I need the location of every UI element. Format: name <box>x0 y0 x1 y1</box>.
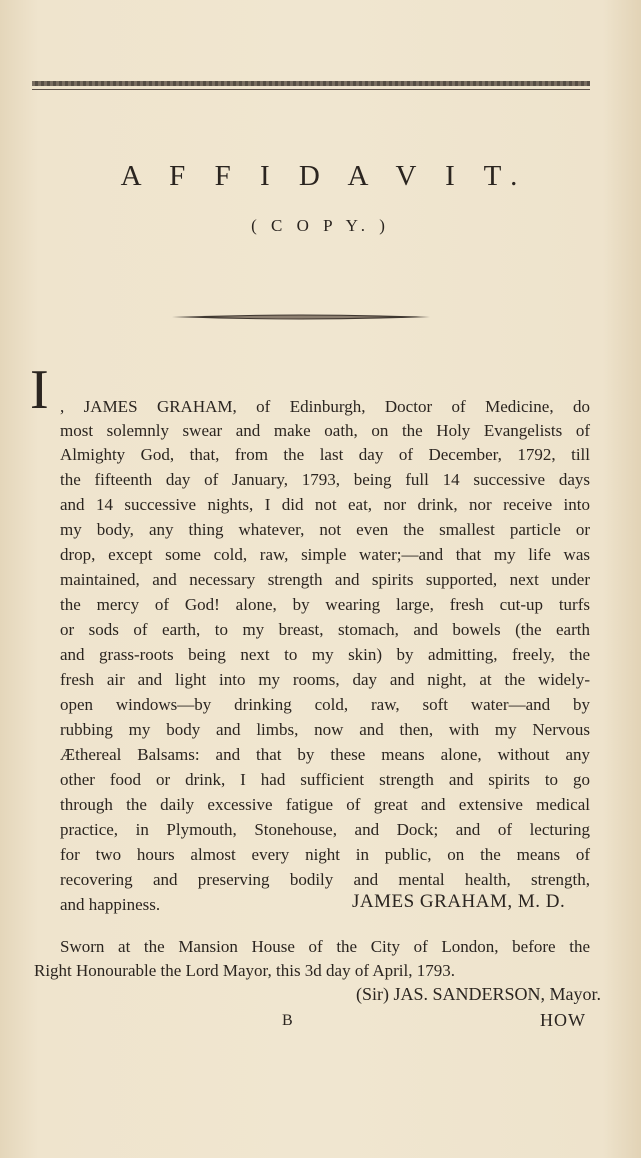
body-line: for two hours almost every night in public, on the means of <box>60 845 590 864</box>
body-line: or sods of earth, to my breast, stomach, and bowels (the earth <box>60 620 590 639</box>
body-line: rubbing my body and limbs, now and then, with my Nervous <box>60 720 590 739</box>
body-line: , JAMES GRAHAM, of Edinburgh, Doctor of Medicine, do <box>60 397 590 416</box>
affiant-signature: JAMES GRAHAM, M. D. <box>352 891 566 912</box>
body-line: most solemnly swear and make oath, on the Holy Evangelists of <box>60 421 590 440</box>
mayor-signature: (Sir) JAS. SANDERSON, Mayor. <box>356 984 602 1004</box>
body-line: through the daily excessive fatigue of great and extensive medical <box>60 795 590 814</box>
body-line: maintained, and necessary strength and spirits supported, next under <box>60 570 590 589</box>
body-line: Æthereal Balsams: and that by these means alone, without any <box>60 745 590 764</box>
body-line: fresh air and light into my rooms, day and night, at the widely- <box>60 670 590 689</box>
ornamental-headband <box>32 80 590 92</box>
catchword: HOW <box>540 1010 586 1030</box>
body-line: the mercy of God! alone, by wearing large, fresh cut-up turfs <box>60 595 590 614</box>
ornamental-divider <box>172 312 430 322</box>
body-line: open windows—by drinking cold, raw, soft water—and by <box>60 695 590 714</box>
body-line: the fifteenth day of January, 1793, being full 14 successive days <box>60 470 590 489</box>
body-line: recovering and preserving bodily and mental health, strength, <box>60 870 590 889</box>
body-line: Almighty God, that, from the last day of December, 1792, till <box>60 445 590 464</box>
jurat-line: Right Honourable the Lord Mayor, this 3d day of April, 1793. <box>34 961 455 980</box>
body-line: practice, in Plymouth, Stonehouse, and Dock; and of lecturing <box>60 820 590 839</box>
body-line: and grass-roots being next to my skin) by admitting, freely, the <box>60 645 590 664</box>
page-subtitle: ( C O P Y. ) <box>251 216 390 235</box>
page-title: A F F I D A V I T. <box>120 160 529 192</box>
body-line: and 14 successive nights, I did not eat, nor drink, nor receive into <box>60 495 590 514</box>
jurat-line: Sworn at the Mansion House of the City of London, before the <box>60 937 590 956</box>
body-line: drop, except some cold, raw, simple water;—and that my life was <box>60 545 590 564</box>
body-line: other food or drink, I had sufficient strength and spirits to go <box>60 770 590 789</box>
body-line: and happiness. <box>60 895 161 914</box>
body-line: my body, any thing whatever, not even the smallest particle or <box>60 520 590 539</box>
drop-cap: I <box>30 359 49 421</box>
signature-mark: B <box>282 1012 293 1029</box>
